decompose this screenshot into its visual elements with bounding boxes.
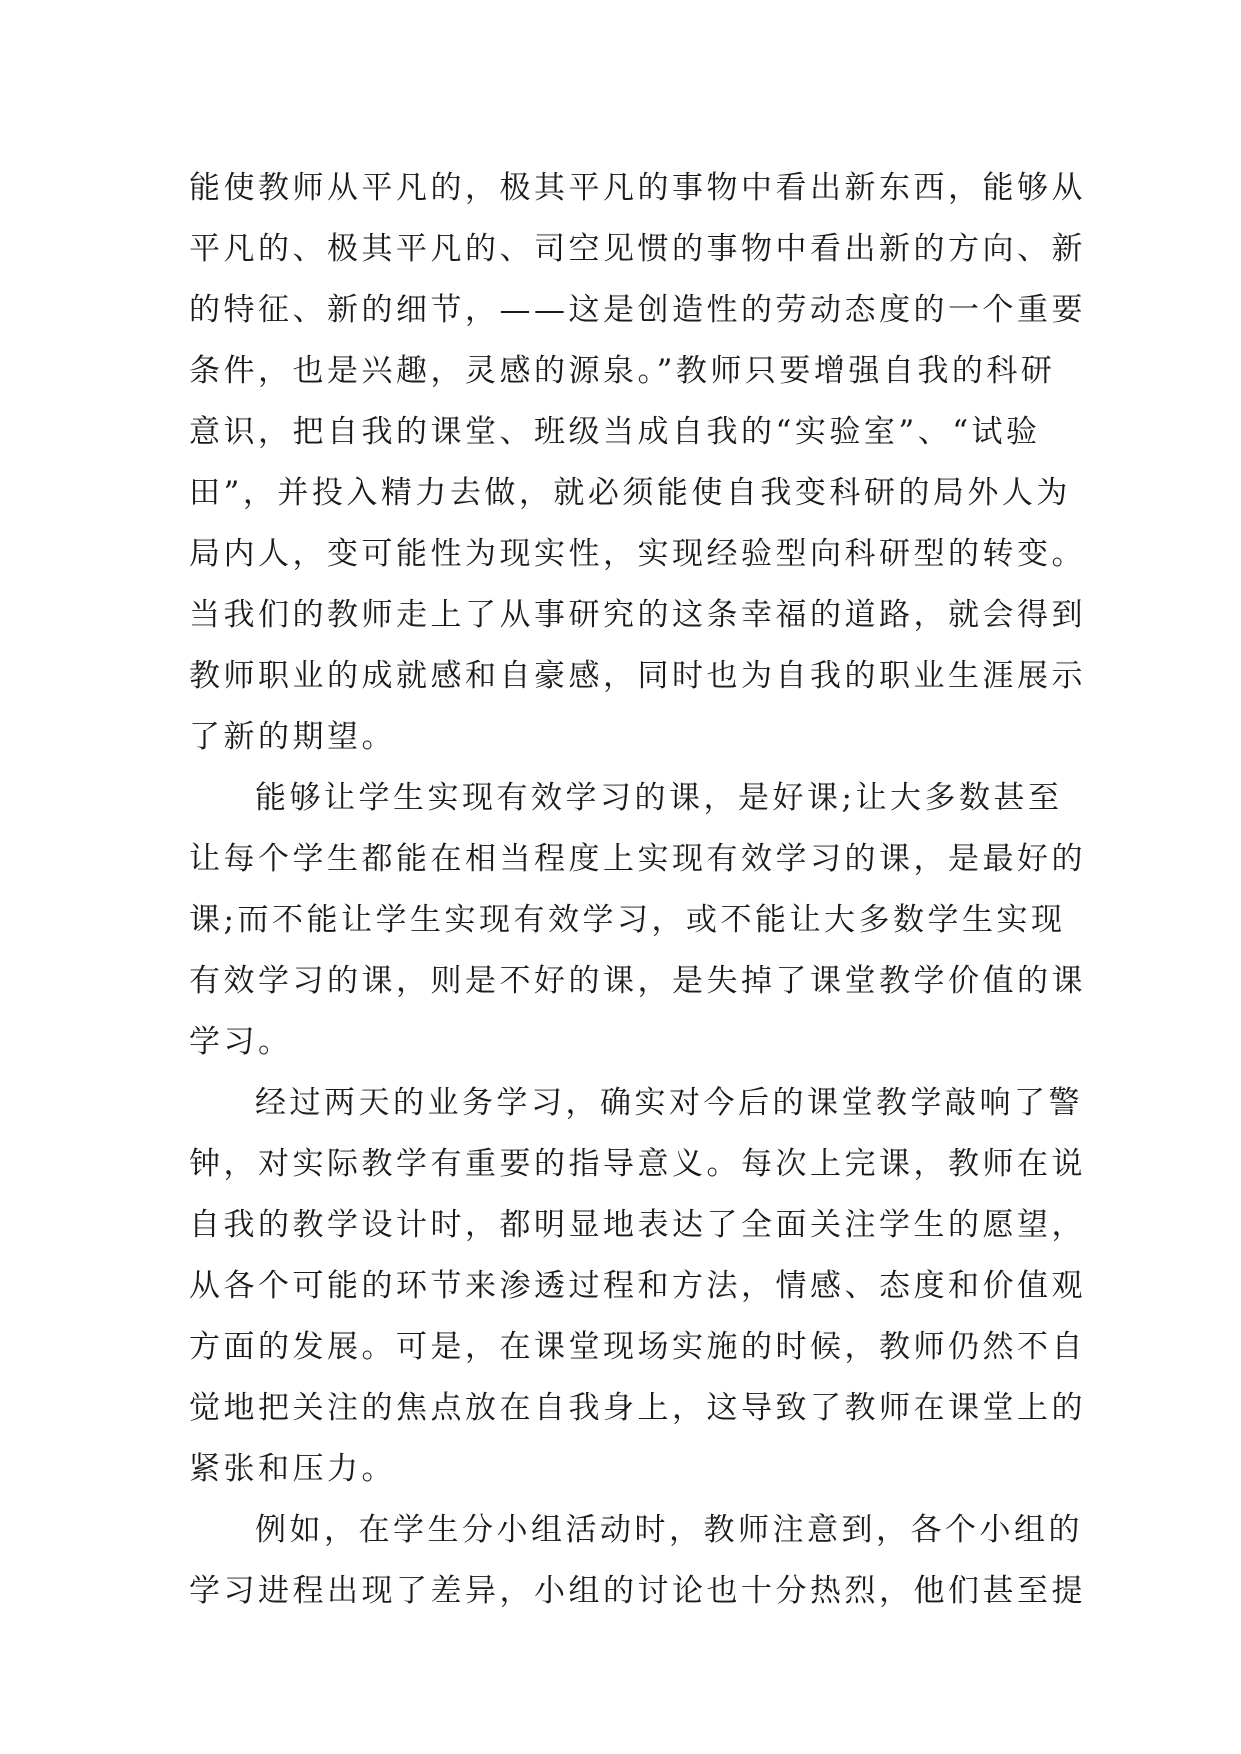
text-line: 意识，把自我的课堂、班级当成自我的“实验室”、“试验 <box>189 414 1041 450</box>
text-line: 让每个学生都能在相当程度上实现有效学习的课，是最好的 <box>189 841 1086 877</box>
text-line: 条件，也是兴趣，灵感的源泉。”教师只要增强自我的科研 <box>189 353 1056 389</box>
paragraph-1 <box>189 158 1086 768</box>
text-line: 当我们的教师走上了从事研究的这条幸福的道路，就会得到 <box>189 597 1086 633</box>
text-line: 能使教师从平凡的，极其平凡的事物中看出新东西，能够从 <box>189 170 1086 206</box>
text-line: 从各个可能的环节来渗透过程和方法，情感、态度和价值观 <box>189 1268 1086 1304</box>
text-line: 例如，在学生分小组活动时，教师注意到，各个小组的 <box>255 1512 1083 1548</box>
text-line: 的特征、新的细节，——这是创造性的劳动态度的一个重要 <box>189 292 1086 328</box>
text-line: 了新的期望。 <box>189 719 396 755</box>
text-line: 紧张和压力。 <box>189 1451 396 1487</box>
text-line: 能够让学生实现有效学习的课，是好课;让大多数甚至 <box>255 780 1063 816</box>
text-line: 自我的教学设计时，都明显地表达了全面关注学生的愿望， <box>189 1207 1086 1243</box>
text-line: 方面的发展。可是，在课堂现场实施的时候，教师仍然不自 <box>189 1329 1086 1365</box>
paragraph-4 <box>189 1500 1086 1622</box>
text-line: 课;而不能让学生实现有效学习，或不能让大多数学生实现 <box>189 902 1066 938</box>
text-line: 平凡的、极其平凡的、司空见惯的事物中看出新的方向、新 <box>189 231 1086 267</box>
text-line: 学习进程出现了差异，小组的讨论也十分热烈，他们甚至提 <box>189 1573 1086 1609</box>
text-line: 钟，对实际教学有重要的指导意义。每次上完课，教师在说 <box>189 1146 1086 1182</box>
paragraph-2 <box>189 768 1086 1073</box>
text-line: 教师职业的成就感和自豪感，同时也为自我的职业生涯展示 <box>189 658 1086 694</box>
text-line: 有效学习的课，则是不好的课，是失掉了课堂教学价值的课 <box>189 963 1086 999</box>
document-body <box>189 158 1086 1622</box>
paragraph-3 <box>189 1073 1086 1500</box>
text-line: 学习。 <box>189 1024 293 1060</box>
text-line: 局内人，变可能性为现实性，实现经验型向科研型的转变。 <box>189 536 1086 572</box>
text-line: 觉地把关注的焦点放在自我身上，这导致了教师在课堂上的 <box>189 1390 1086 1426</box>
text-line: 经过两天的业务学习，确实对今后的课堂教学敲响了警 <box>255 1085 1083 1121</box>
text-line: 田”，并投入精力去做，就必须能使自我变科研的局外人为 <box>189 475 1071 511</box>
